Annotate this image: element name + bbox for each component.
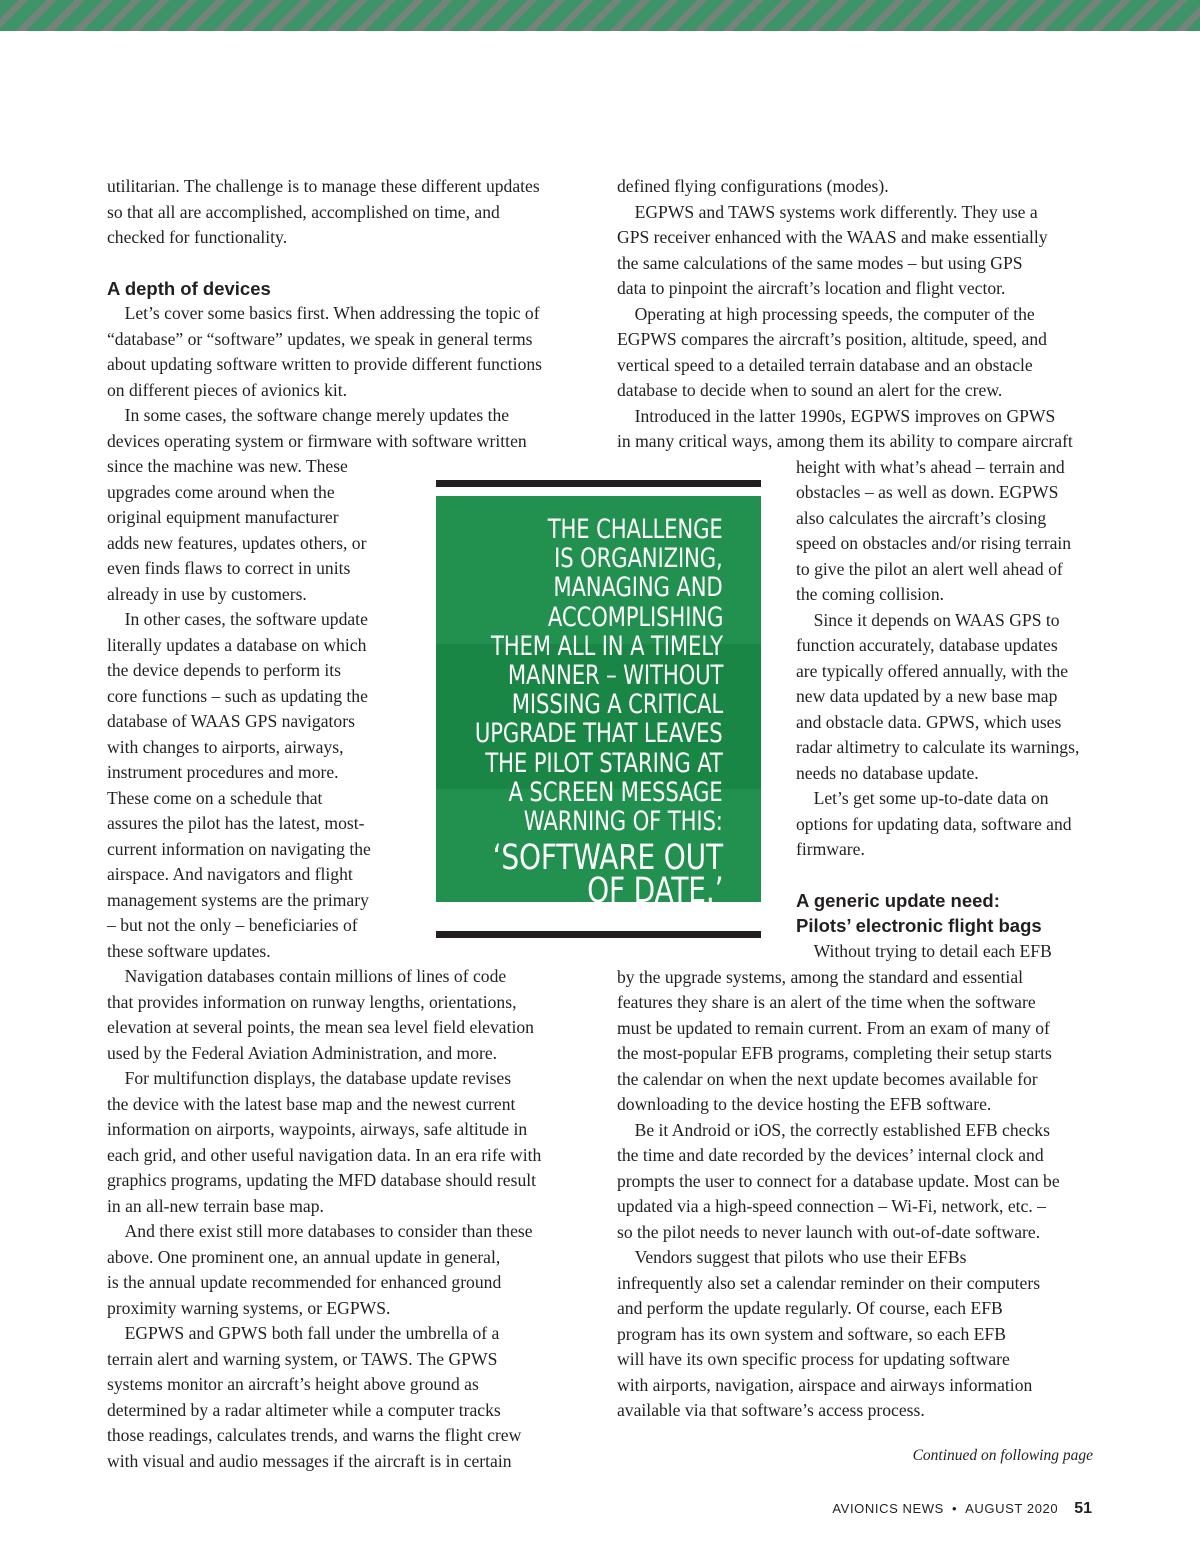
body-line: In some cases, the software change merely updates the — [107, 405, 510, 425]
body-line: these software updates. — [107, 940, 271, 961]
body-line: and perform the update regularly. Of course, each EFB — [617, 1298, 1003, 1318]
body-line: checked for functionality. — [107, 227, 288, 247]
body-line: defined flying configurations (modes). — [617, 176, 889, 196]
pull-quote-line: UPGRADE THAT LEAVES — [475, 718, 723, 750]
body-line: above. One prominent one, an annual update in general, — [107, 1246, 501, 1267]
continued-notice: Continued on following page — [912, 1447, 1093, 1464]
section-heading-efb-line-1: A generic update need: — [796, 890, 1000, 911]
body-line: airspace. And navigators and flight — [107, 864, 353, 884]
pull-quote-bottom-rule — [436, 931, 761, 938]
body-line: upgrades come around when the — [107, 481, 335, 502]
body-line: And there exist still more databases to consider than these — [107, 1221, 533, 1241]
pull-quote-emphasis-line: OF DATE.’ — [586, 871, 723, 912]
body-line: “database” or “software” updates, we speak in general terms — [107, 328, 533, 349]
body-line: Be it Android or iOS, the correctly established EFB checks — [617, 1119, 1050, 1140]
pull-quote-line: IS ORGANIZING, — [554, 543, 723, 575]
body-line: proximity warning systems, or EGPWS. — [107, 1297, 391, 1318]
body-line: the device with the latest base map and the newest current — [107, 1093, 516, 1114]
body-line: terrain alert and warning system, or TAWS. The GPWS — [107, 1348, 498, 1369]
pull-quote-line: THEM ALL IN A TIMELY — [491, 630, 723, 662]
pull-quote-top-rule — [436, 480, 761, 487]
body-line: original equipment manufacturer — [107, 507, 339, 527]
pull-quote-line: MANAGING AND — [553, 572, 723, 604]
issue-year: 2020 — [1026, 1501, 1059, 1516]
body-line: is the annual update recommended for enhanced ground — [107, 1272, 502, 1292]
body-line: with changes to airports, airways, — [107, 736, 344, 757]
body-line: new data updated by a new base map — [796, 686, 1058, 706]
body-line: EGPWS compares the aircraft’s position, altitude, speed, and — [617, 329, 1047, 349]
body-line: even finds flaws to correct in units — [107, 558, 351, 578]
body-line: Introduced in the latter 1990s, EGPWS improves on GPWS — [617, 405, 1056, 426]
body-line: Let’s get some up-to-date data on — [796, 788, 1049, 808]
body-line: height with what’s ahead – terrain and — [796, 456, 1065, 477]
body-line: information on airports, waypoints, airways, safe altitude in — [107, 1119, 528, 1139]
body-line: Let’s cover some basics first. When addressing the topic of — [107, 303, 540, 323]
body-line: adds new features, updates others, or — [107, 532, 367, 553]
body-line: must be updated to remain current. From an exam of many of — [617, 1017, 1050, 1038]
body-line: EGPWS and GPWS both fall under the umbrella of a — [107, 1323, 500, 1343]
body-line: the most-popular EFB programs, completing their setup starts — [617, 1043, 1052, 1063]
pull-quote-box — [436, 496, 761, 912]
body-line: systems monitor an aircraft’s height above ground as — [107, 1374, 479, 1394]
body-line: available via that software’s access process. — [617, 1400, 925, 1420]
body-line: database of WAAS GPS navigators — [107, 711, 355, 731]
body-line: options for updating data, software and — [796, 813, 1072, 834]
pull-quote — [436, 480, 761, 940]
body-line: instrument procedures and more. — [107, 762, 339, 782]
body-line: radar altimetry to calculate its warnings, — [796, 737, 1080, 757]
body-line: Without trying to detail each EFB — [796, 941, 1052, 961]
footer-separator: • — [951, 1501, 958, 1516]
body-line: updated via a high-speed connection – Wi-Fi, network, etc. – — [617, 1196, 1046, 1216]
body-line: Operating at high processing speeds, the computer of the — [617, 303, 1035, 324]
body-line: determined by a radar altimeter while a computer tracks — [107, 1399, 501, 1420]
section-heading-efb-line-2: Pilots’ electronic flight bags — [796, 915, 1042, 936]
body-line: EGPWS and TAWS systems work differently. They use a — [617, 201, 1038, 222]
pull-quote-line: THE PILOT STARING AT — [485, 747, 723, 779]
body-line: prompts the user to connect for a database update. Most can be — [617, 1170, 1060, 1191]
body-line: will have its own specific process for updating software — [617, 1349, 1010, 1369]
body-line: function accurately, database updates — [796, 635, 1058, 655]
body-line: In other cases, the software update — [107, 609, 368, 629]
body-line: database to decide when to sound an alert for the crew. — [617, 380, 1003, 400]
body-line: and obstacle data. GPWS, which uses — [796, 711, 1062, 732]
body-line: with visual and audio messages if the aircraft is in certain — [107, 1450, 512, 1471]
body-line: data to pinpoint the aircraft’s location and flight vector. — [617, 278, 1006, 298]
body-line: Navigation databases contain millions of lines of code — [107, 966, 507, 986]
body-line: each grid, and other useful navigation data. In an era rife with — [107, 1144, 542, 1165]
body-line: assures the pilot has the latest, most- — [107, 813, 365, 833]
body-line: program has its own system and software, so each EFB — [617, 1323, 1006, 1344]
body-line: management systems are the primary — [107, 889, 369, 910]
body-line: about updating software written to provide different functions — [107, 354, 543, 374]
body-line: elevation at several points, the mean sea level field elevation — [107, 1017, 534, 1037]
body-line: For multifunction displays, the database update revises — [107, 1068, 512, 1088]
body-line: Since it depends on WAAS GPS to — [796, 609, 1060, 630]
body-line: firmware. — [796, 839, 865, 859]
body-line: are typically offered annually, with the — [796, 660, 1069, 681]
body-line: so that all are accomplished, accomplished on time, and — [107, 201, 500, 222]
body-line: the coming collision. — [796, 584, 945, 604]
body-line: already in use by customers. — [107, 583, 307, 604]
body-line: in many critical ways, among them its ability to compare aircraft — [617, 431, 1073, 451]
pull-quote-line: MANNER – WITHOUT — [507, 660, 723, 691]
body-line: also calculates the aircraft’s closing — [796, 507, 1047, 528]
pull-quote-line: WARNING OF THIS: — [524, 806, 723, 837]
body-line: current information on navigating the — [107, 838, 371, 859]
body-line: the device depends to perform its — [107, 660, 342, 680]
body-line: in an all-new terrain base map. — [107, 1195, 324, 1216]
body-line: These come on a schedule that — [107, 787, 323, 808]
body-line: needs no database update. — [796, 762, 979, 783]
body-line: GPS receiver enhanced with the WAAS and make essentially — [617, 227, 1048, 247]
body-line: vertical speed to a detailed terrain database and an obstacle — [617, 354, 1033, 375]
body-line: the time and date recorded by the devices’ internal clock and — [617, 1145, 1044, 1165]
body-line: Vendors suggest that pilots who use their EFBs — [617, 1247, 967, 1267]
body-line: used by the Federal Aviation Administration, and more. — [107, 1042, 498, 1063]
publication-name: AVIONICS NEWS — [832, 1501, 944, 1516]
body-line: so the pilot needs to never launch with out-of-date software. — [617, 1221, 1041, 1242]
body-line: downloading to the device hosting the EFB software. — [617, 1094, 992, 1114]
body-line: features they share is an alert of the time when the software — [617, 992, 1036, 1012]
body-line: that provides information on runway lengths, orientations, — [107, 991, 517, 1012]
body-line: those readings, calculates trends, and warns the flight crew — [107, 1425, 522, 1445]
body-line: with airports, navigation, airspace and airways information — [617, 1374, 1033, 1395]
body-line: – but not the only – beneficiaries of — [107, 915, 358, 935]
pull-quote-line: A SCREEN MESSAGE — [508, 776, 723, 808]
body-line: literally updates a database on which — [107, 634, 367, 655]
issue-month: AUGUST — [965, 1501, 1023, 1516]
body-line: on different pieces of avionics kit. — [107, 379, 348, 400]
body-line: speed on obstacles and/or rising terrain — [796, 533, 1072, 553]
body-line: the same calculations of the same modes – but using GPS — [617, 252, 1023, 273]
body-line: graphics programs, updating the MFD database should result — [107, 1170, 537, 1190]
body-line: infrequently also set a calendar reminder on their computers — [617, 1272, 1041, 1293]
body-line: devices operating system or firmware with software written — [107, 430, 527, 451]
body-line: by the upgrade systems, among the standard and essential — [617, 966, 1024, 987]
pull-quote-line: MISSING A CRITICAL — [511, 689, 723, 721]
body-line: obstacles – as well as down. EGPWS — [796, 482, 1059, 502]
body-line: to give the pilot an alert well ahead of — [796, 558, 1063, 579]
header-stripe-band — [0, 0, 1200, 31]
body-line: utilitarian. The challenge is to manage these different updates — [107, 176, 540, 196]
pull-quote-line: THE CHALLENGE — [548, 514, 723, 545]
body-line: core functions – such as updating the — [107, 685, 368, 706]
pull-quote-emphasis-line: ‘SOFTWARE OUT — [492, 838, 723, 879]
page-number: 51 — [1074, 1500, 1092, 1517]
body-line: the calendar on when the next update becomes available for — [617, 1068, 1038, 1089]
section-heading-depth-of-devices: A depth of devices — [107, 278, 271, 299]
body-line: since the machine was new. These — [107, 456, 348, 476]
page-footer — [832, 1500, 1092, 1518]
pull-quote-line: ACCOMPLISHING — [547, 601, 723, 633]
